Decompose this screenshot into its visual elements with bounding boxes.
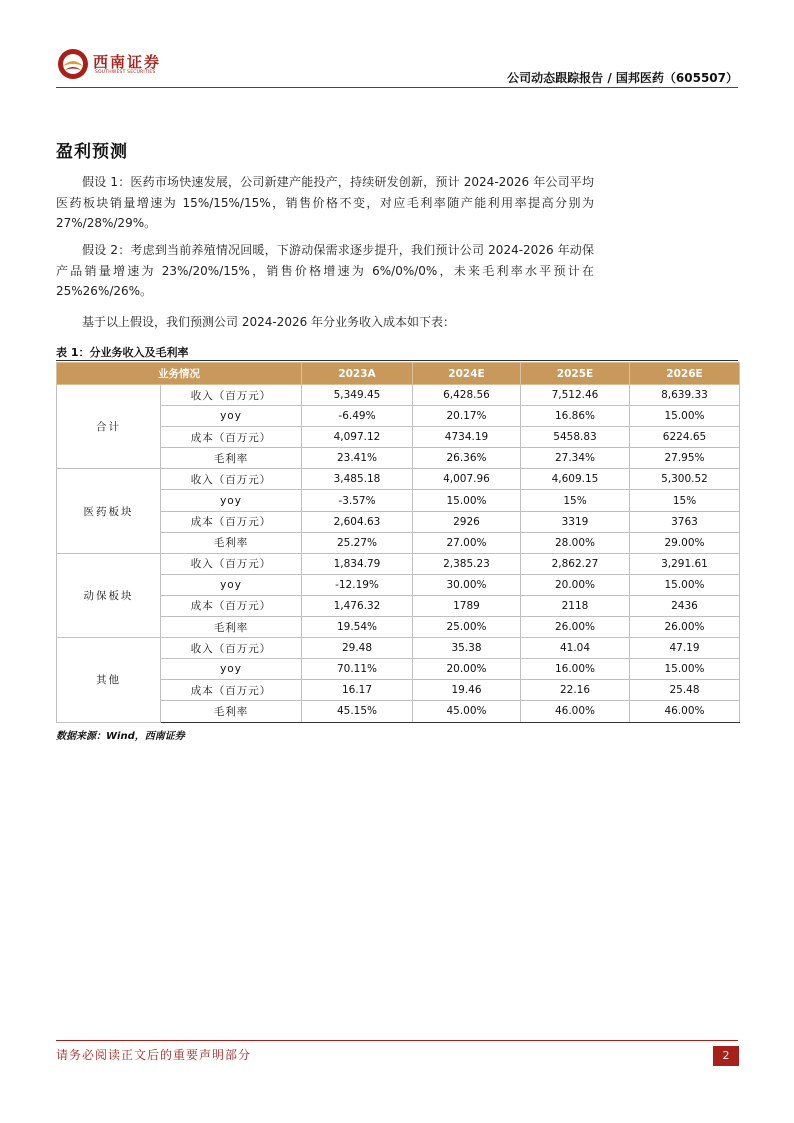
metric-name-cell: 成本（百万元） xyxy=(161,427,302,448)
table-header-row xyxy=(57,363,740,385)
value-cell: 20.00% xyxy=(521,574,630,595)
value-cell: 5,349.45 xyxy=(302,385,413,406)
value-cell: 4,097.12 xyxy=(302,427,413,448)
logo-chinese-name: 西南证券 xyxy=(93,53,162,71)
value-cell: 27.34% xyxy=(521,448,630,469)
metric-name-cell: 收入（百万元） xyxy=(161,638,302,659)
value-cell: 45.15% xyxy=(302,701,413,722)
value-cell: 45.00% xyxy=(413,701,521,722)
value-cell: -12.19% xyxy=(302,574,413,595)
value-cell: 8,639.33 xyxy=(630,385,740,406)
value-cell: 35.38 xyxy=(413,638,521,659)
value-cell: 23.41% xyxy=(302,448,413,469)
header-divider xyxy=(56,87,738,88)
metric-name-cell: 收入（百万元） xyxy=(161,553,302,574)
company-logo xyxy=(57,48,187,84)
section-title: 盈利预测 xyxy=(56,142,128,162)
metric-name-cell: 收入（百万元） xyxy=(161,385,302,406)
metric-name-cell: 成本（百万元） xyxy=(161,511,302,532)
metric-name-cell: yoy xyxy=(161,406,302,427)
data-source: 数据来源：Wind，西南证券 xyxy=(56,731,185,742)
value-cell: 29.48 xyxy=(302,638,413,659)
value-cell: 47.19 xyxy=(630,638,740,659)
value-cell: 28.00% xyxy=(521,532,630,553)
value-cell: 27.00% xyxy=(413,532,521,553)
footer-divider xyxy=(56,1040,738,1041)
value-cell: 3319 xyxy=(521,511,630,532)
value-cell: 20.17% xyxy=(413,406,521,427)
value-cell: 6,428.56 xyxy=(413,385,521,406)
value-cell: 25.48 xyxy=(630,680,740,701)
value-cell: 19.54% xyxy=(302,617,413,638)
value-cell: 15% xyxy=(521,490,630,511)
assumption-1-paragraph: 假设 1：医药市场快速发展，公司新建产能投产，持续研发创新，预计 2024-2026 年公司平均医药板块销量增速为 15%/15%/15%，销售价格不变，对应毛利率随产能利用率提高分别为 27%/28%/29%。 xyxy=(56,175,594,230)
value-cell: 15.00% xyxy=(630,406,740,427)
logo-english-name: SOUTHWEST SECURITIES xyxy=(95,70,156,75)
value-cell: 16.00% xyxy=(521,659,630,680)
value-cell: 46.00% xyxy=(521,701,630,722)
value-cell: 4734.19 xyxy=(413,427,521,448)
metric-name-cell: yoy xyxy=(161,490,302,511)
assumption-2-paragraph: 假设 2：考虑到当前养殖情况回暖，下游动保需求逐步提升，我们预计公司 2024-2026 年动保产品销量增速为 23%/20%/15%，销售价格增速为 6%/0%/0%，未来毛利率水平预计在 25%26%/26%。 xyxy=(56,243,594,298)
value-cell: -3.57% xyxy=(302,490,413,511)
header-2026e: 2026E xyxy=(630,363,740,385)
metric-name-cell: yoy xyxy=(161,574,302,595)
value-cell: 16.17 xyxy=(302,680,413,701)
caption-divider xyxy=(56,360,738,361)
value-cell: 25.27% xyxy=(302,532,413,553)
value-cell: 2926 xyxy=(413,511,521,532)
value-cell: 15.00% xyxy=(630,574,740,595)
value-cell: 26.36% xyxy=(413,448,521,469)
value-cell: 1789 xyxy=(413,595,521,616)
value-cell: 46.00% xyxy=(630,701,740,722)
page-number: 2 xyxy=(713,1046,739,1066)
value-cell: 70.11% xyxy=(302,659,413,680)
value-cell: 5,300.52 xyxy=(630,469,740,490)
value-cell: 2118 xyxy=(521,595,630,616)
value-cell: 5458.83 xyxy=(521,427,630,448)
value-cell: 2,385.23 xyxy=(413,553,521,574)
footer-disclaimer: 请务必阅读正文后的重要声明部分 xyxy=(56,1048,252,1062)
segment-name-cell: 其他 xyxy=(57,638,161,722)
value-cell: 26.00% xyxy=(521,617,630,638)
header-2024e: 2024E xyxy=(413,363,521,385)
value-cell: 6224.65 xyxy=(630,427,740,448)
value-cell: 15.00% xyxy=(413,490,521,511)
value-cell: 41.04 xyxy=(521,638,630,659)
table-row xyxy=(57,469,740,490)
value-cell: 3,291.61 xyxy=(630,553,740,574)
value-cell: 3763 xyxy=(630,511,740,532)
value-cell: 4,609.15 xyxy=(521,469,630,490)
metric-name-cell: 成本（百万元） xyxy=(161,680,302,701)
value-cell: 2,862.27 xyxy=(521,553,630,574)
value-cell: 20.00% xyxy=(413,659,521,680)
metric-name-cell: yoy xyxy=(161,659,302,680)
value-cell: 2,604.63 xyxy=(302,511,413,532)
value-cell: 22.16 xyxy=(521,680,630,701)
value-cell: 27.95% xyxy=(630,448,740,469)
segment-name-cell: 医药板块 xyxy=(57,469,161,553)
segment-name-cell: 动保板块 xyxy=(57,553,161,637)
value-cell: 4,007.96 xyxy=(413,469,521,490)
logo-emblem-icon xyxy=(57,48,89,80)
value-cell: 7,512.46 xyxy=(521,385,630,406)
table-row xyxy=(57,385,740,406)
report-header-title: 公司动态跟踪报告 / 国邦医药（605507） xyxy=(507,71,738,85)
segment-revenue-table xyxy=(56,362,740,723)
metric-name-cell: 毛利率 xyxy=(161,532,302,553)
value-cell: -6.49% xyxy=(302,406,413,427)
value-cell: 15.00% xyxy=(630,659,740,680)
metric-name-cell: 收入（百万元） xyxy=(161,469,302,490)
value-cell: 15% xyxy=(630,490,740,511)
value-cell: 1,476.32 xyxy=(302,595,413,616)
header-2023a: 2023A xyxy=(302,363,413,385)
value-cell: 3,485.18 xyxy=(302,469,413,490)
value-cell: 30.00% xyxy=(413,574,521,595)
header-business: 业务情况 xyxy=(57,363,302,385)
value-cell: 26.00% xyxy=(630,617,740,638)
value-cell: 16.86% xyxy=(521,406,630,427)
metric-name-cell: 毛利率 xyxy=(161,448,302,469)
value-cell: 2436 xyxy=(630,595,740,616)
table-row xyxy=(57,553,740,574)
table-row xyxy=(57,638,740,659)
value-cell: 1,834.79 xyxy=(302,553,413,574)
value-cell: 19.46 xyxy=(413,680,521,701)
header-2025e: 2025E xyxy=(521,363,630,385)
table-caption: 表 1：分业务收入及毛利率 xyxy=(56,346,189,359)
value-cell: 29.00% xyxy=(630,532,740,553)
value-cell: 25.00% xyxy=(413,617,521,638)
metric-name-cell: 毛利率 xyxy=(161,617,302,638)
metric-name-cell: 毛利率 xyxy=(161,701,302,722)
segment-name-cell: 合计 xyxy=(57,385,161,469)
summary-paragraph: 基于以上假设，我们预测公司 2024-2026 年分业务收入成本如下表： xyxy=(82,315,456,329)
metric-name-cell: 成本（百万元） xyxy=(161,595,302,616)
